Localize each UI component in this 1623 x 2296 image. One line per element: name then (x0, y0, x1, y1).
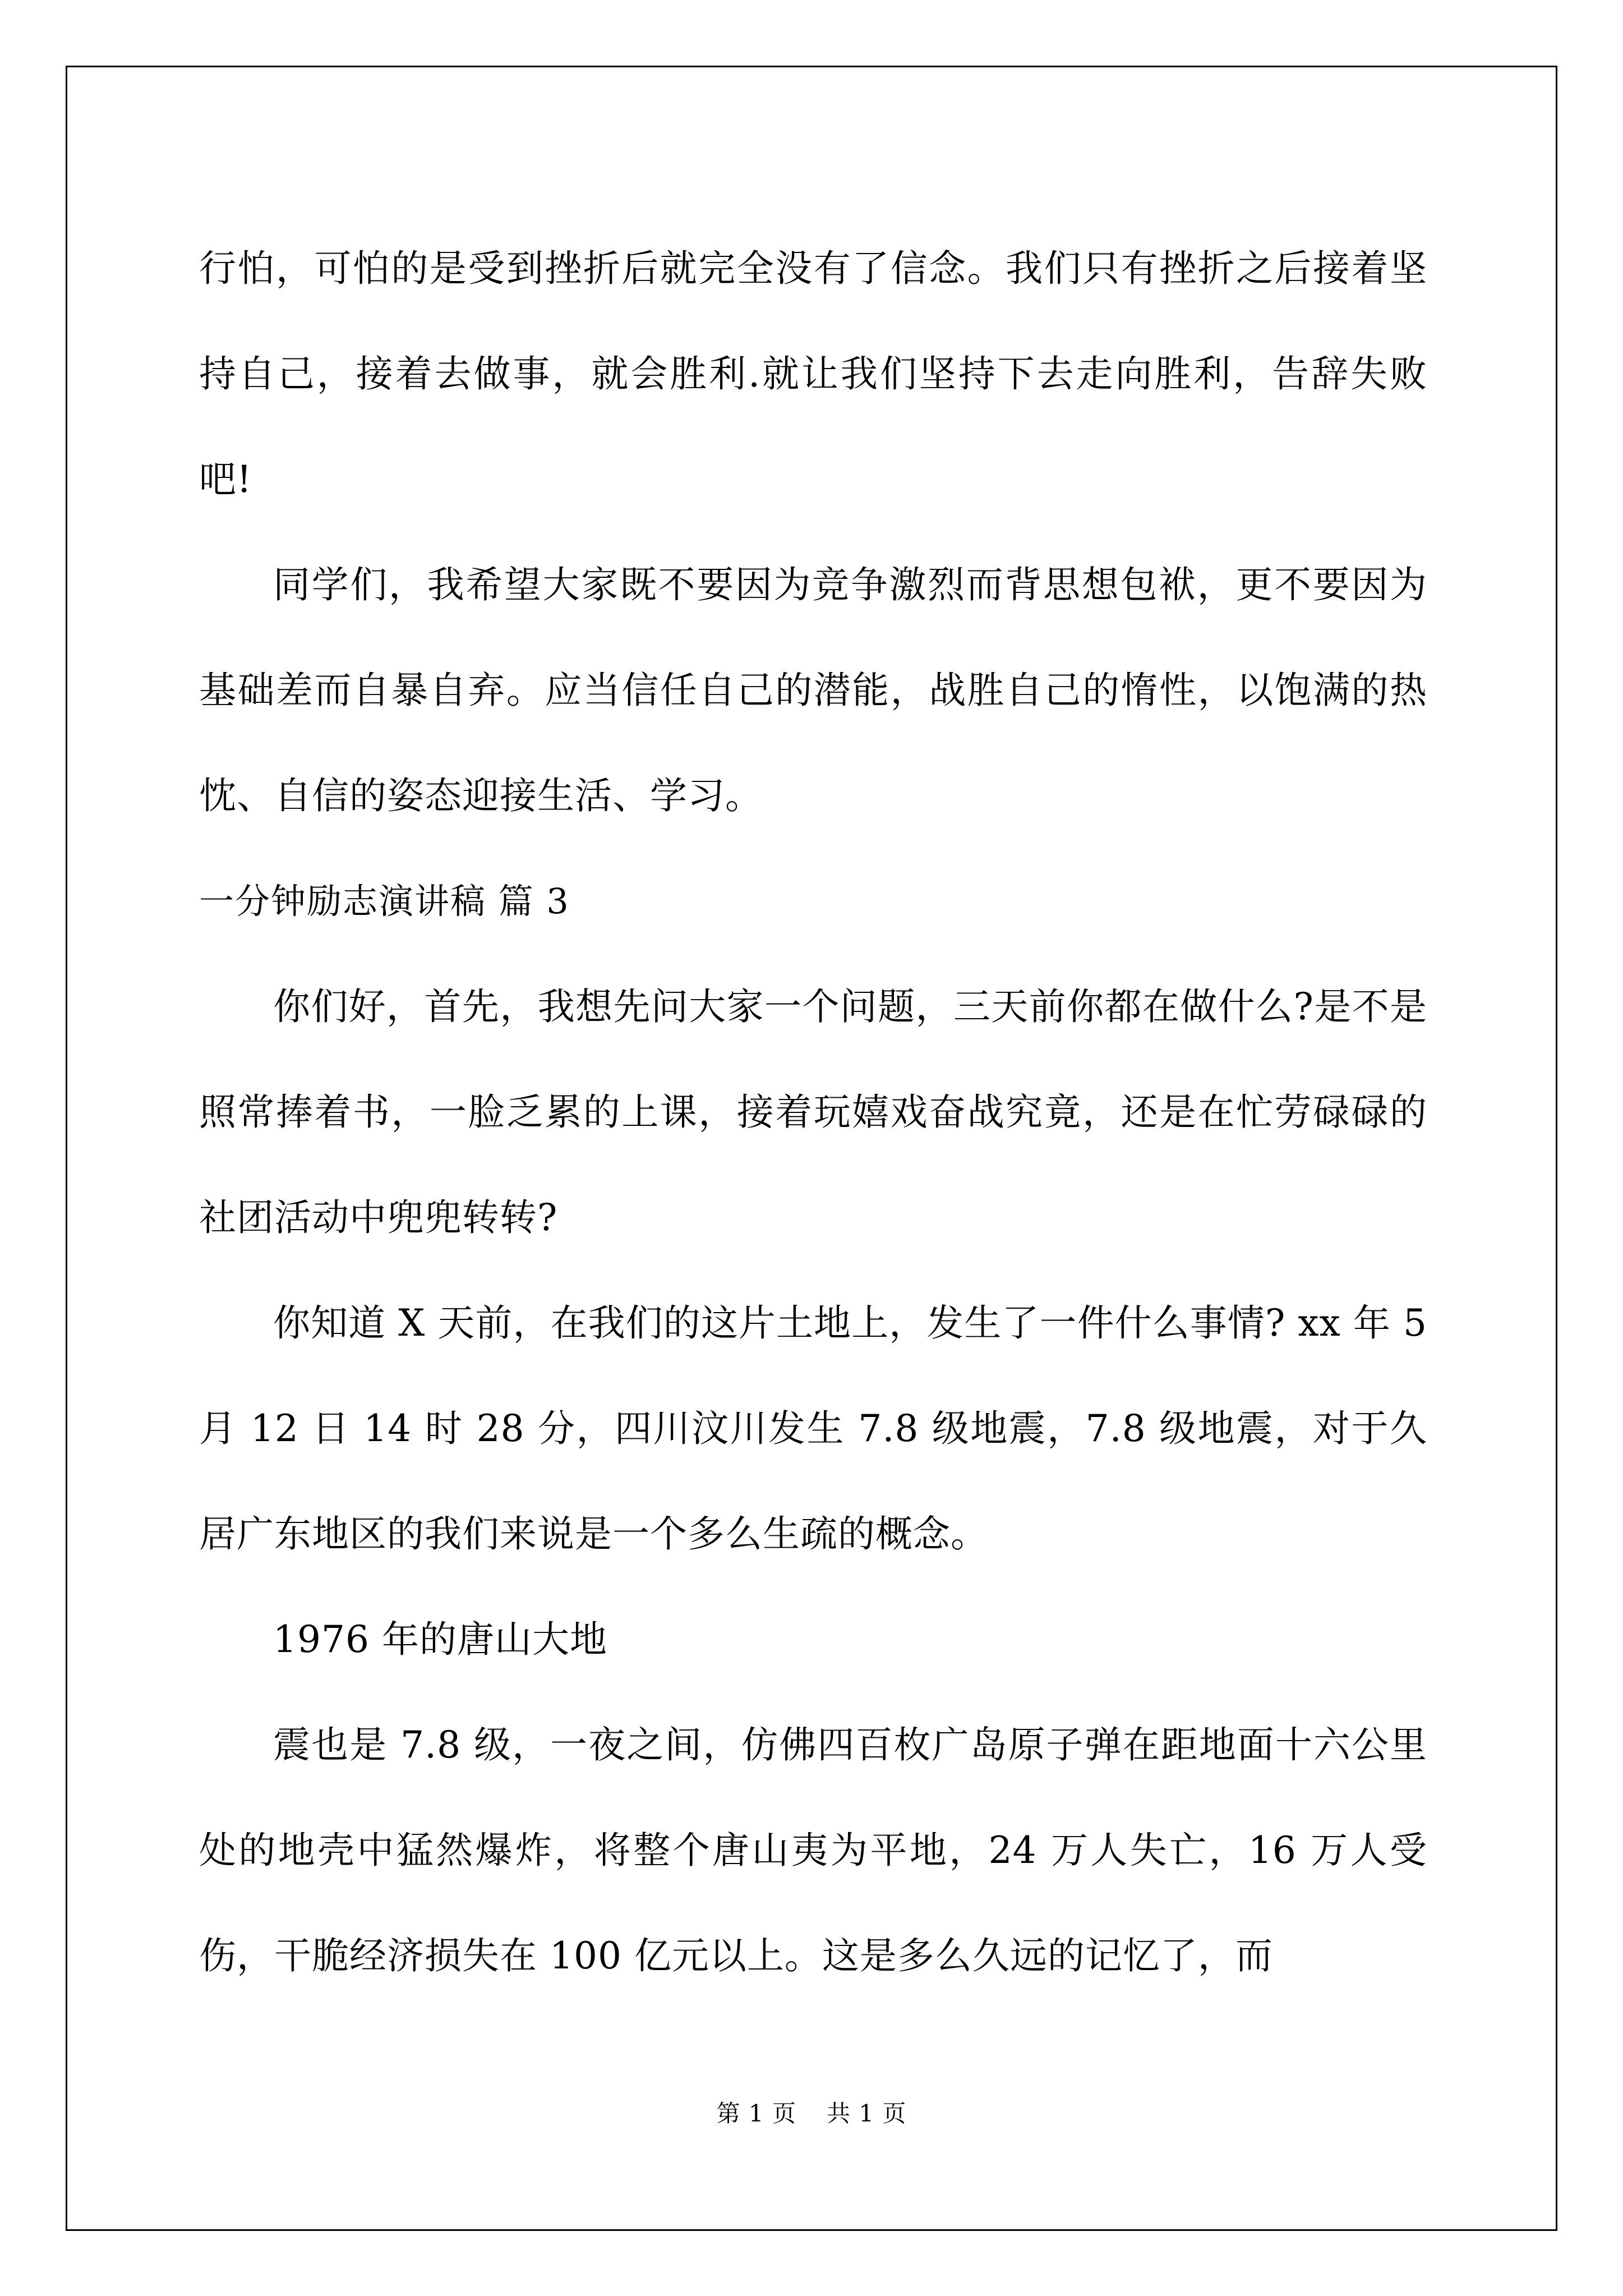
paragraph-4: 你知道 X 天前，在我们的这片土地上，发生了一件什么事情? xx 年 5 月 12 日 14 时 28 分，四川汶川发生 7.8 级地震，7.8 级地震，对于久居广东地区的我们来说是一个多么生疏的概念。 (199, 1301, 1427, 1556)
paragraph-2: 同学们，我希望大家既不要因为竞争激烈而背思想包袱，更不要因为基础差而自暴自弃。应当信任自己的潜能，战胜自己的惰性，以饱满的热忱、自信的姿态迎接生活、学习。 (199, 563, 1427, 817)
paragraph-6: 震也是 7.8 级，一夜之间，仿佛四百枚广岛原子弹在距地面十六公里处的地壳中猛然爆炸，将整个唐山夷为平地，24 万人失亡，16 万人受伤，干脆经济损失在 100 亿元以上。这是多么久远的记忆了，而 (199, 1723, 1427, 1977)
paragraph-5: 1976 年的唐山大地 (273, 1618, 607, 1661)
paragraph-1: 行怕，可怕的是受到挫折后就完全没有了信念。我们只有挫折之后接着坚持自己，接着去做事，就会胜利.就让我们坚持下去走向胜利，告辞失败吧! (199, 247, 1427, 501)
section-heading: 一分钟励志演讲稿 篇 3 (199, 881, 570, 922)
page-total: 共 1 页 (827, 2100, 907, 2127)
paragraph-3: 你们好，首先，我想先问大家一个问题，三天前你都在做什么?是不是照常捧着书，一脸乏累的上课，接着玩嬉戏奋战究竟，还是在忙劳碌碌的社团活动中兜兜转转? (199, 985, 1427, 1239)
page-footer (0, 2095, 1623, 2129)
page-number: 第 1 页 (716, 2100, 796, 2127)
document-body (199, 216, 1427, 2009)
